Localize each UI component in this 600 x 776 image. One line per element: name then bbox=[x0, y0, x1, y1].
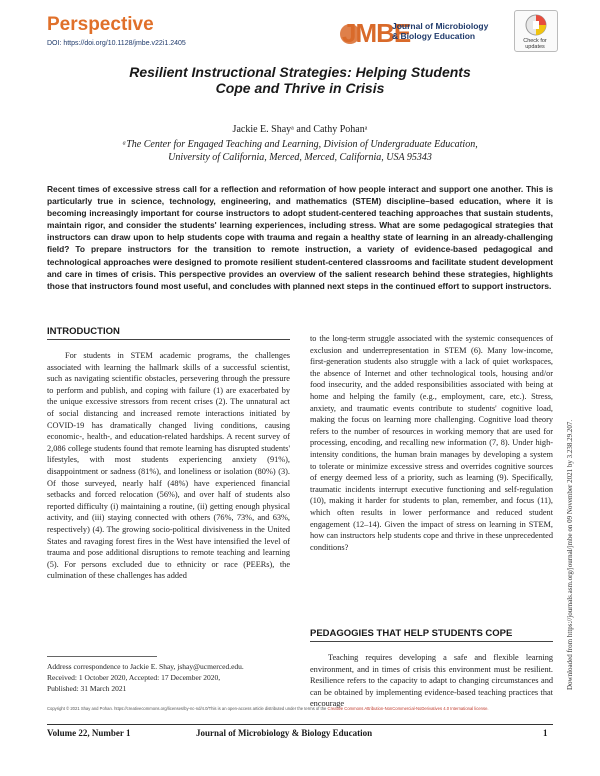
intro-heading: INTRODUCTION bbox=[47, 326, 120, 337]
article-title bbox=[80, 64, 520, 96]
footer-volume: Volume 22, Number 1 bbox=[47, 728, 131, 738]
crossmark-icon bbox=[515, 11, 557, 39]
journal-logo-line1: Journal of Microbiology bbox=[392, 21, 489, 31]
title-line-1: Resilient Instructional Strategies: Helping Students bbox=[129, 64, 471, 80]
download-watermark: Downloaded from https://journals.asm.org/journal/jmbe on 09 November 2021 by 3.238.29.207. bbox=[566, 419, 574, 690]
affiliation-line-1: ᵃThe Center for Engaged Teaching and Learning, Division of Undergraduate Education, bbox=[122, 139, 478, 150]
published-line: Published: 31 March 2021 bbox=[47, 684, 127, 693]
pedagogies-paragraph: Teaching requires developing a safe and flexible learning environment, and in times of crisis this environment must be resilient. Resilience refers to the capacity to adapt to changing circumstances and can be obtained by implementing evidence-based teaching practices that encourage bbox=[310, 653, 553, 709]
footer-journal: Journal of Microbiology & Biology Education bbox=[196, 728, 373, 738]
license-link[interactable]: Creative Commons Attribution-NonCommercial-NoDerivatives 4.0 International license. bbox=[327, 706, 489, 711]
journal-logo-letters: JMBE bbox=[342, 18, 411, 48]
section-label: Perspective bbox=[47, 14, 154, 35]
doi-link[interactable]: DOI: https://doi.org/10.1128/jmbe.v22i1.2405 bbox=[47, 40, 186, 47]
heading-rule bbox=[47, 339, 290, 340]
received-line: Received: 1 October 2020, Accepted: 17 December 2020, bbox=[47, 673, 221, 682]
footnote-rule bbox=[47, 656, 157, 657]
page-number: 1 bbox=[543, 728, 548, 738]
crossmark-label: Check for updates bbox=[523, 38, 547, 50]
journal-logo-name bbox=[392, 21, 488, 41]
footnote bbox=[47, 661, 292, 694]
heading-rule bbox=[310, 641, 553, 642]
copyright-notice bbox=[47, 706, 553, 712]
intro-paragraph-continued: to the long-term struggle associated with the systemic consequences of exclusion and underrepresentation in STEM (6). Many low-income, first-generation students also struggle with a lack of quiet workspaces, the absence of Internet and other technological tools, housing and/or food insecurity, and the added responsibilities associated with being at home and helping the family (e.g., employment, care, etc.). Stress, anxiety, and traumatic events contribute to students' cognitive load, making the focus on learning more challenging. Cognitive load theory refers to the number of resources in working memory that are used for processing, encoding, and recalling new information (7, 8). Under high-intensity conditions, the human brain manages by developing a system to tolerate or minimize excessive stress and overrides cognitive sources of energy deemed less of a priority, such as learning (9). Specifically, traumatic incidents interrupt executive functioning and self-regulation (10), making it harder for students to plan, remember, and focus (11), which often results in lower performance and reduced student engagement (12–14). Given the impact of stress on learning in STEM, how can instructors help students cope and thrive in these unprecedented conditions? bbox=[310, 334, 553, 552]
journal-logo-line2: & Biology Education bbox=[392, 31, 476, 41]
abstract: Recent times of excessive stress call for a reflection and reformation of how people interact and support one another. This is particularly true in science, technology, engineering, and mathematics (STEM) discipline–based education, where it is becoming increasingly important for course instructors to adopt student-centered teaching approaches that sustain students, maintain rigor, and consider the students' learning experiences, including stress. What are some pedagogical strategies that instructors can draw upon to help students cope with trauma and regain a healthy state of learning in an already-challenging field? To prepare instructors for the transition to remote instruction, a variety of evidence-based pedagogical and technological approaches were designed to promote resilient student-centered classrooms and facilitate student development and care in times of crisis. This perspective provides an overview of the salient research behind these strategies, highlights those that instructors found most useful, and concludes with planned next steps in the continued effort to support instructors. bbox=[47, 184, 553, 291]
affiliation-line-2: University of California, Merced, Merced, California, USA 95343 bbox=[168, 152, 432, 163]
author-list: Jackie E. Shayᵃ and Cathy Pohanᵃ bbox=[232, 124, 368, 135]
pedagogies-heading: PEDAGOGIES THAT HELP STUDENTS COPE bbox=[310, 628, 513, 639]
correspondence-line: Address correspondence to Jackie E. Shay, jshay@ucmerced.edu. bbox=[47, 662, 244, 671]
copyright-text: Copyright © 2021 Shay and Pohan. https://creativecommons.org/licenses/by-nc-nd/4.0/This is an open-access article distributed under the terms of the bbox=[47, 706, 327, 711]
footer-rule bbox=[47, 724, 553, 725]
affiliation bbox=[60, 138, 540, 164]
intro-paragraph: For students in STEM academic programs, the challenges associated with learning the hallmark skills of a successful scientist, such as navigating scientific obstacles, persevering through the pressure to perform and publish, and coping with failure (1) are exacerbated by the unique excessive stressors from recent crises (2). The unnatural act of social distancing and increased remote interactions initiated by COVID-19 has dramatically changed living conditions, causing economic-, health-, and education-related hardships. A recent survey of 2,086 college students found that remote learning has disrupted students' lifestyles, with most students experiencing anxiety (91%), disappointment or sadness (81%), and loneliness or isolation (80%) (3). Of those surveyed, nearly half (48%) have experienced financial setbacks and forced relocation (56%), and over half of students also reported difficulty (i) maintaining a routine, (ii) getting enough physical activity, and (iii) staying connected with others (76%, 73%, and 63%, respectively) (4). The growing socio-political divisiveness in the United States and ravaging forest fires in the West have intensified the level of trauma and pose additional disruptions to remote teaching and learning (5). For persons excluded due to ethnicity or race (PEERs), the culmination of these challenges has added bbox=[47, 351, 290, 581]
title-line-2: Cope and Thrive in Crisis bbox=[215, 80, 385, 96]
